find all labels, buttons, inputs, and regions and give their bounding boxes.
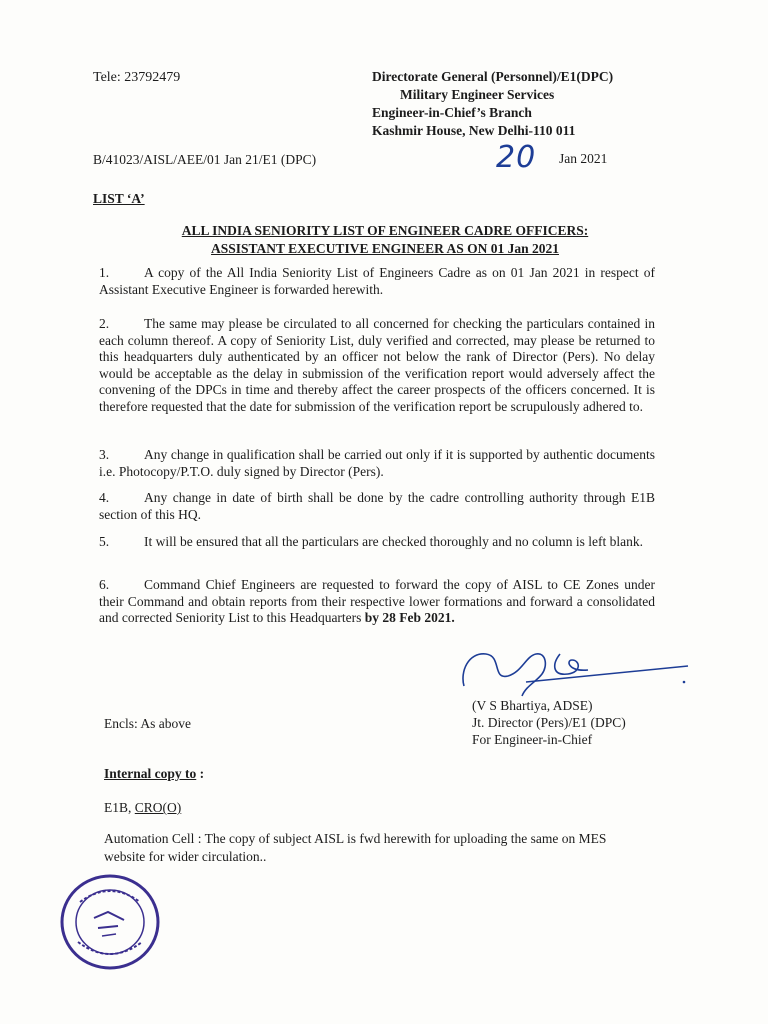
copy-recipient-cro: CRO(O) (134, 800, 182, 815)
paragraph-text: The same may please be circulated to all concerned for checking the particulars contained in each column thereof. A copy of Seniority List, duly verified and corrected, may please be returned to this headquarters duly authenticated by an officer not below the rank of Director (Pers). No delay would be acceptable as the delay in submission of the verification report would adversely affect the convening of the DPCs in time and thereby affect the career prospects of the officers concerned. It is therefore requested that the date for submission of the verification report be scrupulously adhered to. (99, 316, 655, 414)
paragraph-number: 6. (99, 577, 110, 592)
signatory-for: For Engineer-in-Chief (472, 732, 593, 747)
enclosures: Encls: As above (104, 716, 191, 731)
paragraph-text: A copy of the All India Seniority List of Engineers Cadre as on 01 Jan 2021 in respect of Assistant Executive Engineer is forwarded herewith. (99, 265, 655, 297)
paragraph-text: Command Chief Engineers are requested to forward the copy of AISL to CE Zones under their Command and obtain reports from their respective lower formations and forward a consolidated and corrected Seniority List to this Headquarters (99, 577, 655, 625)
paragraph-6 (99, 577, 655, 627)
paragraph-number: 1. (99, 265, 110, 280)
letterhead-line-2: Military Engineer Services (400, 87, 555, 102)
paragraph-number: 3. (99, 447, 110, 462)
deadline-date: by 28 Feb 2021. (364, 610, 455, 625)
copy-recipient-prefix: E1B, (104, 800, 135, 815)
subject-title (120, 222, 650, 258)
telephone-number: Tele: 23792479 (93, 70, 181, 85)
internal-copy-colon: : (196, 766, 205, 781)
paragraph-3 (99, 447, 655, 480)
automation-cell-note: Automation Cell : The copy of subject AISL is fwd herewith for uploading the same on MES website for wider circulation.. (104, 831, 607, 864)
handwritten-signature (456, 642, 696, 698)
letterhead-line-3: Engineer-in-Chief’s Branch (372, 105, 532, 120)
handwritten-date-day: 20 (496, 140, 537, 175)
signature-dot (683, 681, 686, 684)
signature-stroke (526, 666, 688, 682)
list-label: LIST ‘A’ (93, 191, 145, 206)
paragraph-number: 5. (99, 534, 110, 549)
signature-stroke (555, 654, 588, 674)
subject-title-line-1: ALL INDIA SENIORITY LIST OF ENGINEER CADRE OFFICERS: (181, 223, 589, 238)
paragraph-number: 4. (99, 490, 110, 505)
office-seal-stamp (58, 872, 162, 972)
paragraph-2 (99, 316, 655, 415)
signatory-block (472, 697, 626, 748)
reference-number: B/41023/AISL/AEE/01 Jan 21/E1 (DPC) (93, 152, 317, 167)
date-month-year: Jan 2021 (559, 151, 608, 166)
letterhead (372, 68, 613, 140)
subject-title-line-2: ASSISTANT EXECUTIVE ENGINEER AS ON 01 Jan 2021 (211, 241, 559, 256)
letterhead-line-4: Kashmir House, New Delhi-110 011 (372, 123, 576, 138)
paragraph-text: It will be ensured that all the particulars are checked thoroughly and no column is left blank. (144, 534, 643, 549)
paragraph-1 (99, 265, 655, 298)
internal-copy-heading (104, 766, 204, 782)
letterhead-line-1: Directorate General (Personnel)/E1(DPC) (372, 69, 614, 84)
copy-recipients (104, 800, 181, 816)
signatory-name: (V S Bhartiya, ADSE) (472, 698, 593, 713)
paragraph-text: Any change in qualification shall be carried out only if it is supported by authentic documents i.e. Photocopy/P.T.O. duly signed by Director (Pers). (99, 447, 655, 479)
paragraph-4 (99, 490, 655, 523)
paragraph-5 (99, 534, 655, 551)
signature-stroke (463, 654, 545, 696)
paragraph-text: Any change in date of birth shall be done by the cadre controlling authority through E1B section of this HQ. (99, 490, 655, 522)
internal-copy-label: Internal copy to (104, 766, 197, 781)
signatory-designation: Jt. Director (Pers)/E1 (DPC) (472, 715, 626, 730)
paragraph-number: 2. (99, 316, 110, 331)
